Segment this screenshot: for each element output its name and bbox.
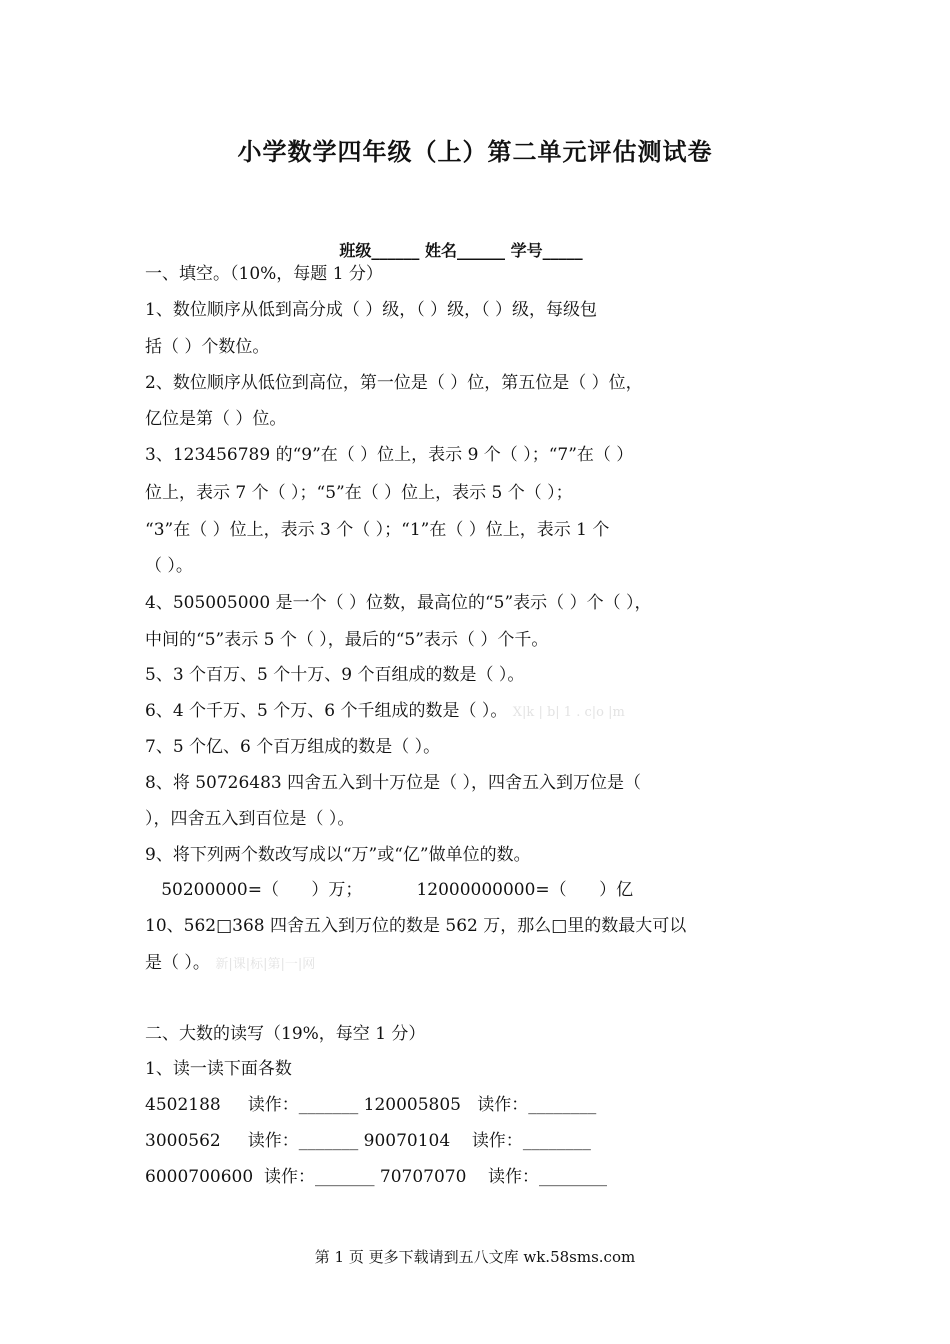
student-info: 班级______ 姓名______ 学号_____ [339, 241, 583, 260]
question-line: （ ）。 [145, 556, 193, 576]
question-line: 8、将 50726483 四舍五入到十万位是（ ），四舍五入到万位是（ [145, 773, 642, 793]
question-line: “3”在（ ）位上，表示 3 个（ ）；“1”在（ ）位上，表示 1 个 [145, 520, 610, 540]
question-line: 9、将下列两个数改写成以“万”或“亿”做单位的数。 [145, 845, 531, 865]
section-2-subheader: 1、读一读下面各数 [145, 1059, 292, 1079]
number-1: 3000562 [145, 1131, 221, 1151]
question-text: 6、4 个千万、5 个万、6 个千组成的数是（ ）。 [145, 701, 508, 721]
question-line: 1、数位顺序从低到高分成（ ）级，（ ）级，（ ）级，每级包 [145, 300, 598, 320]
question-line: 括（ ）个数位。 [145, 337, 270, 357]
read-label: 读作： [263, 1167, 315, 1187]
number-1: 6000700600 [145, 1167, 254, 1187]
number-2: 120005805 [363, 1095, 461, 1115]
read-label: 读作： [488, 1167, 540, 1187]
question-line: 10、562□368 四舍五入到万位的数是 562 万，那么□里的数最大可以 [145, 916, 687, 936]
question-line: 位上，表示 7 个（ ）；“5”在（ ）位上，表示 5 个（ ）； [145, 483, 573, 503]
watermark-text: X|k | b| 1 . c|o |m [512, 705, 625, 720]
watermark-text: 新|课|标|第|一|网 [215, 957, 316, 972]
section-1-header: 一、填空。（10%，每题 1 分） [145, 264, 383, 284]
number-1: 4502188 [145, 1095, 221, 1115]
answer-blank: _______ [298, 1131, 359, 1151]
question-text: 是（ ）。 [145, 953, 210, 973]
page-title: 小学数学四年级（上）第二单元评估测试卷 [237, 137, 713, 166]
reading-row [145, 1165, 607, 1189]
page-footer: 第 1 页 更多下载请到五八文库 wk.58sms.com [314, 1248, 636, 1266]
reading-row [145, 1129, 591, 1153]
answer-blank: ________ [528, 1095, 597, 1115]
answer-blank: ________ [522, 1131, 591, 1151]
read-label: 读作： [247, 1095, 299, 1115]
question-line [145, 951, 315, 977]
reading-row [145, 1093, 596, 1117]
read-label: 读作： [471, 1131, 523, 1151]
answer-blank: ________ [539, 1167, 608, 1187]
question-line: 5、3 个百万、5 个十万、9 个百组成的数是（ ）。 [145, 665, 525, 685]
answer-blank: _______ [298, 1095, 359, 1115]
read-label: 读作： [247, 1131, 299, 1151]
section-2-header: 二、大数的读写（19%，每空 1 分） [145, 1024, 426, 1044]
number-2: 90070104 [363, 1131, 451, 1151]
question-line: 4、505005000 是一个（ ）位数，最高位的“5”表示（ ）个（ ）， [145, 593, 652, 613]
answer-blank: _______ [314, 1167, 375, 1187]
question-line [145, 699, 625, 725]
question-line: 亿位是第（ ）位。 [145, 409, 287, 429]
question-line: 3、123456789 的“9”在（ ）位上，表示 9 个（ ）；“7”在（ ） [145, 445, 634, 465]
number-2: 70707070 [379, 1167, 467, 1187]
question-line: 2、数位顺序从低位到高位，第一位是（ ）位，第五位是（ ）位， [145, 373, 643, 393]
question-line: 中间的“5”表示 5 个（ ），最后的“5”表示（ ）个千。 [145, 630, 549, 650]
question-line: 7、5 个亿、6 个百万组成的数是（ ）。 [145, 737, 441, 757]
read-label: 读作： [477, 1095, 529, 1115]
question-line: 50200000=（ ）万； 12000000000=（ ）亿 [145, 880, 634, 900]
question-line: ），四舍五入到百位是（ ）。 [145, 809, 355, 829]
